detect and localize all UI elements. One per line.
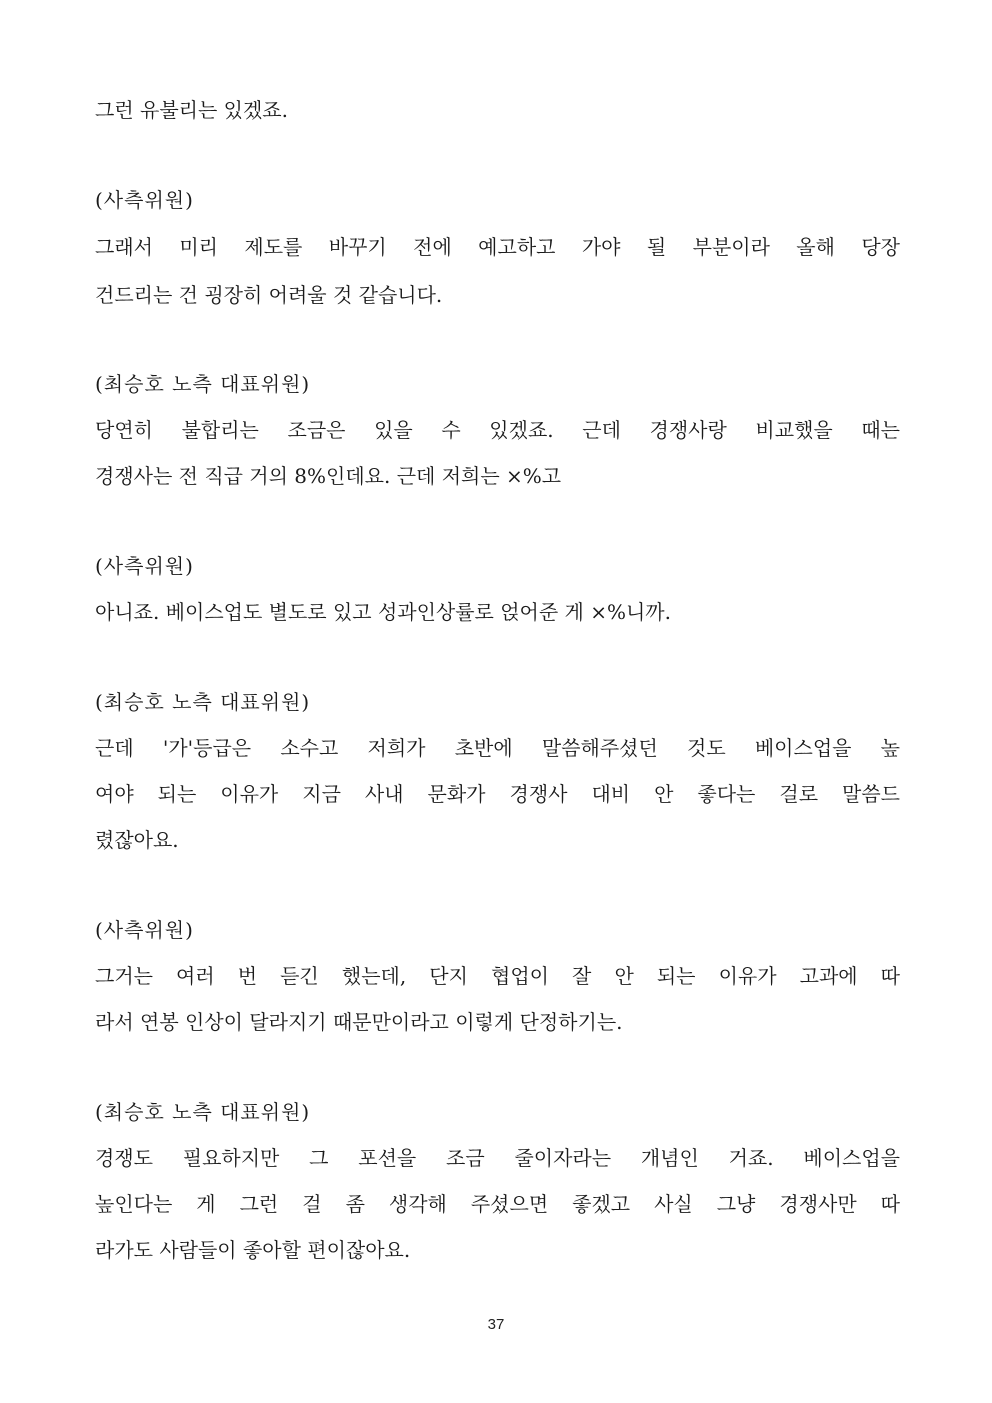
text-line: 당연히 불합리는 조금은 있을 수 있겠죠. 근데 경쟁사랑 비교했을 때는: [95, 418, 900, 442]
speaker-label: (최승호 노측 대표위원): [95, 690, 311, 714]
speaker-label: (사측위원): [95, 188, 194, 212]
text-line: 경쟁도 필요하지만 그 포션을 조금 줄이자라는 개념인 거죠. 베이스업을: [95, 1146, 900, 1170]
speaker-label: (사측위원): [95, 554, 194, 578]
text-line: 근데 '가'등급은 소수고 저희가 초반에 말씀해주셨던 것도 베이스업을 높: [95, 736, 900, 760]
text-line: 높인다는 게 그런 걸 좀 생각해 주셨으면 좋겠고 사실 그냥 경쟁사만 따: [95, 1192, 900, 1216]
text-line: 경쟁사는 전 직급 거의 8%인데요. 근데 저희는 ×%고: [95, 464, 562, 488]
speaker-label: (최승호 노측 대표위원): [95, 372, 311, 396]
text-line: 아니죠. 베이스업도 별도로 있고 성과인상률로 얹어준 게 ×%니까.: [95, 600, 671, 624]
text-line: 그래서 미리 제도를 바꾸기 전에 예고하고 가야 될 부분이라 올해 당장: [95, 235, 900, 259]
speaker-label: (사측위원): [95, 918, 194, 942]
text-line: 라가도 사람들이 좋아할 편이잖아요.: [95, 1238, 411, 1262]
text-line: 라서 연봉 인상이 달라지기 때문만이라고 이렇게 단정하기는.: [95, 1010, 623, 1034]
text-line: 그런 유불리는 있겠죠.: [95, 98, 288, 122]
text-line: 그거는 여러 번 듣긴 했는데, 단지 협업이 잘 안 되는 이유가 고과에 따: [95, 964, 900, 988]
speaker-label: (최승호 노측 대표위원): [95, 1100, 311, 1124]
page-number: 37: [487, 1316, 505, 1333]
text-line: 건드리는 건 굉장히 어려울 것 같습니다.: [95, 283, 443, 307]
text-line: 렸잖아요.: [95, 828, 179, 852]
text-line: 여야 되는 이유가 지금 사내 문화가 경쟁사 대비 안 좋다는 걸로 말씀드: [95, 782, 900, 806]
